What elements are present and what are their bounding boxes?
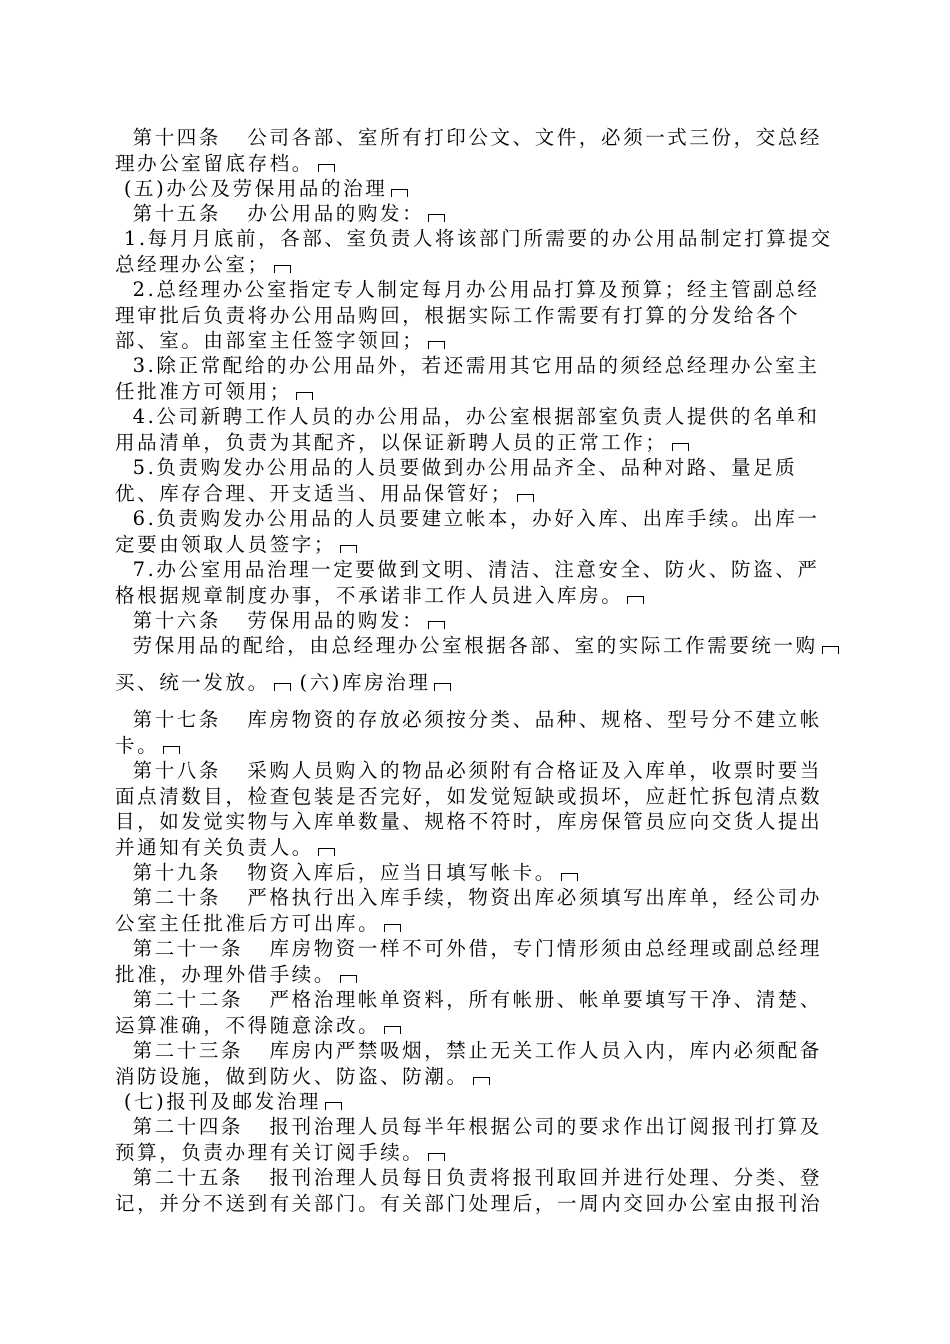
paragraph (115, 404, 840, 455)
paragraph-mark-icon (325, 1102, 342, 1110)
paragraph-mark-icon (473, 1077, 490, 1085)
section-heading: (六)库房治理 (290, 671, 431, 694)
paragraph-text: 2.总经理办公室指定专人制定每月办公用品打算及预算；经主管副总经理审批后负责将办公用品购回，根据实际工作需要有打算的分发给各个部、室。由部室主任签字领回； (115, 278, 820, 352)
paragraph (115, 758, 840, 860)
paragraph (115, 633, 840, 659)
paragraph (115, 707, 840, 758)
paragraph-text: 买、统一发放。 (115, 671, 270, 694)
paragraph-text: 第二十条 严格执行出入库手续，物资出库必须填写出库单，经公司办公室主任批准后方可出库。 (115, 886, 823, 935)
paragraph-mark-icon (391, 189, 408, 197)
paragraph-text: 劳保用品的配给，由总经理办公室根据各部、室的实际工作需要统一购 (115, 634, 818, 657)
paragraph (115, 353, 840, 404)
paragraph (115, 125, 840, 176)
paragraph (115, 506, 840, 557)
paragraph (115, 1089, 840, 1115)
paragraph (115, 860, 840, 886)
paragraph-text: 5.负责购发办公用品的人员要做到办公用品齐全、品种对路、量足质优、库存合理、开支适当、用品保管好； (115, 456, 798, 505)
paragraph-text: 第十七条 库房物资的存放必须按分类、品种、规格、型号分不建立帐卡。 (115, 708, 823, 757)
paragraph-mark-icon (296, 392, 313, 400)
paragraph-text: 第十八条 采购人员购入的物品必须附有合格证及入库单，收票时要当面点清数目，检查包装是否完好，如发觉短缺或损坏，应赶忙拆包清点数目，如发觉实物与入库单数量、规格不符时，库房保管员应向交货人提出并通知有关负责人。 (115, 759, 823, 859)
paragraph (115, 201, 840, 227)
paragraph-mark-icon (627, 596, 644, 604)
paragraph-text: 4.公司新聘工作人员的办公用品，办公室根据部室负责人提供的名单和用品清单，负责为其配齐，以保证新聘人员的正常工作； (115, 405, 820, 454)
paragraph-text: 第二十三条 库房内严禁吸烟，禁止无关工作人员入内，库内必须配备消防设施，做到防火、防盗、防潮。 (115, 1039, 823, 1088)
paragraph (115, 670, 840, 696)
paragraph-mark-icon (318, 164, 335, 172)
paragraph-mark-icon (822, 646, 839, 654)
paragraph (115, 557, 840, 608)
paragraph (115, 277, 840, 354)
paragraph-mark-icon (340, 545, 357, 553)
paragraph (115, 608, 840, 634)
paragraph-text: (七)报刊及邮发治理 (115, 1090, 322, 1113)
paragraph-mark-icon (274, 265, 291, 273)
paragraph-text: 第二十二条 严格治理帐单资料，所有帐册、帐单要填写干净、清楚、运算准确，不得随意涂改。 (115, 988, 823, 1037)
paragraph-mark-icon (428, 341, 445, 349)
paragraph-mark-icon (163, 746, 180, 754)
paragraph-text: 第十五条 办公用品的购发： (115, 202, 425, 225)
paragraph-mark-icon (428, 214, 445, 222)
paragraph-mark-icon (672, 443, 689, 451)
paragraph-text: 第十四条 公司各部、室所有打印公文、文件，必须一式三份，交总经理办公室留底存档。 (115, 126, 823, 175)
paragraph (115, 1038, 840, 1089)
paragraph-text: 1.每月月底前，各部、室负责人将该部门所需要的办公用品制定打算提交总经理办公室； (115, 227, 833, 276)
paragraph-mark-icon (428, 621, 445, 629)
paragraph (115, 987, 840, 1038)
paragraph-mark-icon (434, 683, 451, 691)
paragraph (115, 1114, 840, 1165)
paragraph (115, 226, 840, 277)
paragraph-mark-icon (318, 848, 335, 856)
paragraph (115, 176, 840, 202)
paragraph-mark-icon (517, 494, 534, 502)
paragraph-text: (五)办公及劳保用品的治理 (115, 177, 388, 200)
paragraph-text: 第二十五条 报刊治理人员每日负责将报刊取回并进行处理、分类、登记，并分不送到有关部门。有关部门处理后，一周内交回办公室由报刊治 (115, 1166, 823, 1215)
paragraph-mark-icon (561, 873, 578, 881)
paragraph-mark-icon (384, 924, 401, 932)
paragraph (115, 936, 840, 987)
paragraph-mark-icon (428, 1153, 445, 1161)
paragraph (115, 885, 840, 936)
paragraph-mark-icon (384, 1026, 401, 1034)
paragraph (115, 1165, 840, 1216)
paragraph-text: 第二十一条 库房物资一样不可外借，专门情形须由总经理或副总经理批准，办理外借手续。 (115, 937, 823, 986)
paragraph-text: 第十九条 物资入库后，应当日填写帐卡。 (115, 861, 557, 884)
paragraph-text: 第二十四条 报刊治理人员每半年根据公司的要求作出订阅报刊打算及预算，负责办理有关订阅手续。 (115, 1115, 823, 1164)
paragraph (115, 455, 840, 506)
paragraph-text: 7.办公室用品治理一定要做到文明、清洁、注意安全、防火、防盗、严格根据规章制度办事，不承诺非工作人员进入库房。 (115, 558, 820, 607)
paragraph-text: 第十六条 劳保用品的购发： (115, 609, 425, 632)
paragraph-text: 3.除正常配给的办公用品外，若还需用其它用品的须经总经理办公室主任批准方可领用； (115, 354, 820, 403)
paragraph-mark-icon (274, 683, 291, 691)
paragraph-text: 6.负责购发办公用品的人员要建立帐本，办好入库、出库手续。出库一定要由领取人员签字； (115, 507, 820, 556)
paragraph-mark-icon (340, 975, 357, 983)
